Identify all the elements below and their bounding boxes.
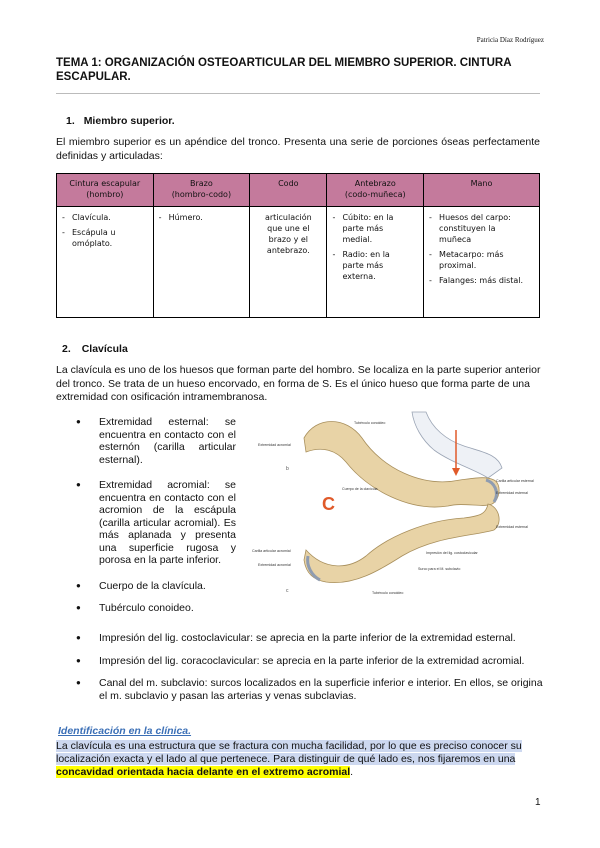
section2-heading <box>62 343 128 355</box>
header-cintura: Cintura escapular (hombro) <box>57 174 154 207</box>
figure-letter-b: b <box>286 466 289 472</box>
figure-label: Impresión del lig. costoclavicular <box>426 551 478 555</box>
cell-antebrazo <box>327 207 424 318</box>
figure-label: Extremidad acromial <box>258 443 291 447</box>
list-item: - Húmero. <box>157 212 247 223</box>
list-item: - Escápula u omóplato. <box>60 227 150 249</box>
list-item: ● Cuerpo de la clavícula. <box>76 580 236 593</box>
list-item: - Metacarpo: más proximal. <box>427 249 526 271</box>
figure-label: Surco para el M. subclavio <box>418 567 461 571</box>
title-divider <box>56 93 540 94</box>
section1-title: Miembro superior. <box>83 115 175 127</box>
header-antebrazo: Antebrazo (codo-muñeca) <box>327 174 424 207</box>
figure-label: Extremidad esternal <box>496 525 528 529</box>
clinic-highlight: concavidad orientada hacia delante en el extremo acromial <box>56 766 351 779</box>
section2-intro: La clavícula es uno de los huesos que forman parte del hombro. Se localiza en la parte superior anterior del tronco. Se trata de un hueso encorvado, en forma de S. Es el único hueso que forma parte de una extremidad con osificación intramembranosa. <box>56 364 541 403</box>
figure-letter-c-small: c <box>286 588 289 594</box>
list-item: - Cúbito: en la parte más medial. <box>330 212 412 245</box>
table-row <box>57 207 540 318</box>
clavicle-bullets-wide <box>76 632 544 702</box>
list-item: - Radio: en la parte más externa. <box>330 249 412 282</box>
list-item: ● Impresión del lig. costoclavicular: se aprecia en la parte inferior de la extremidad esternal. <box>76 632 544 645</box>
list-item: - Huesos del carpo: constituyen la muñeca <box>427 212 526 245</box>
list-item: ● Canal del m. subclavio: surcos localizados en la superficie inferior e interior. En ellos, se origina el m. subclavio y pasan las arterias y venas subclavias. <box>76 677 544 702</box>
cell-cintura <box>57 207 154 318</box>
list-item: ● Impresión del lig. coracoclavicular: se aprecia en la parte inferior de la extremidad acromial. <box>76 655 544 668</box>
section2-number: 2. <box>62 343 71 355</box>
figure-letter-c: C <box>322 494 335 514</box>
list-item: ● Extremidad esternal: se encuentra en contacto con el esternón (carilla articular esternal). <box>76 416 236 466</box>
list-item: ● Extremidad acromial: se encuentra en contacto con el acromion de la escápula (carilla articular acromial). Es más aplanada y presenta una superficie rugosa y porosa en la parte inferior. <box>76 479 236 567</box>
clinic-paragraph <box>56 740 542 780</box>
arrow-head <box>452 468 460 476</box>
header-brazo: Brazo (hombro-codo) <box>153 174 250 207</box>
section1-number: 1. <box>66 115 75 127</box>
list-item: ● Tubérculo conoideo. <box>76 602 236 615</box>
figure-label: Tubérculo conoideo <box>354 421 386 425</box>
figure-label: Cuerpo de la clavícula <box>342 487 378 491</box>
section2-title: Clavícula <box>81 343 128 355</box>
list-item: - Clavícula. <box>60 212 150 223</box>
figure-label: Extremidad esternal <box>496 491 528 495</box>
cell-mano <box>424 207 540 318</box>
bones-table <box>56 173 540 318</box>
figure-label: Carilla articular esternal <box>496 479 534 483</box>
clavicle-bottom-view <box>304 504 499 583</box>
clinic-end: . <box>350 766 354 779</box>
clinic-text: La clavícula es una estructura que se fractura con mucha facilidad, por lo que es preciso conocer su localización exacta y el lado al que pertenece. Para distinguir de qué lado es, nos fijaremos en una <box>56 740 522 766</box>
header-mano: Mano <box>424 174 540 207</box>
section1-heading <box>66 115 175 127</box>
table-header-row <box>57 174 540 207</box>
list-item: - Falanges: más distal. <box>427 275 526 286</box>
clavicle-figure <box>250 410 546 600</box>
cell-brazo <box>153 207 250 318</box>
clavicle-bullets-narrow <box>76 416 236 615</box>
author-name: Patricia Díaz Rodríguez <box>476 36 544 44</box>
figure-label: Extremidad acromial <box>258 563 291 567</box>
section1-intro: El miembro superior es un apéndice del tronco. Presenta una serie de porciones óseas perfectamente definidas y articuladas: <box>56 136 540 162</box>
header-codo: Codo <box>250 174 327 207</box>
figure-label: Tubérculo conoideo <box>372 591 404 595</box>
page-title: TEMA 1: ORGANIZACIÓN OSTEOARTICULAR DEL MIEMBRO SUPERIOR. CINTURA ESCAPULAR. <box>56 57 512 83</box>
clinic-title: Identificación en la clínica. <box>58 725 192 737</box>
figure-label: Carilla articular acromial <box>252 549 291 553</box>
page-number: 1 <box>535 797 541 808</box>
cell-codo: articulación que une el brazo y el antebrazo. <box>250 207 327 318</box>
